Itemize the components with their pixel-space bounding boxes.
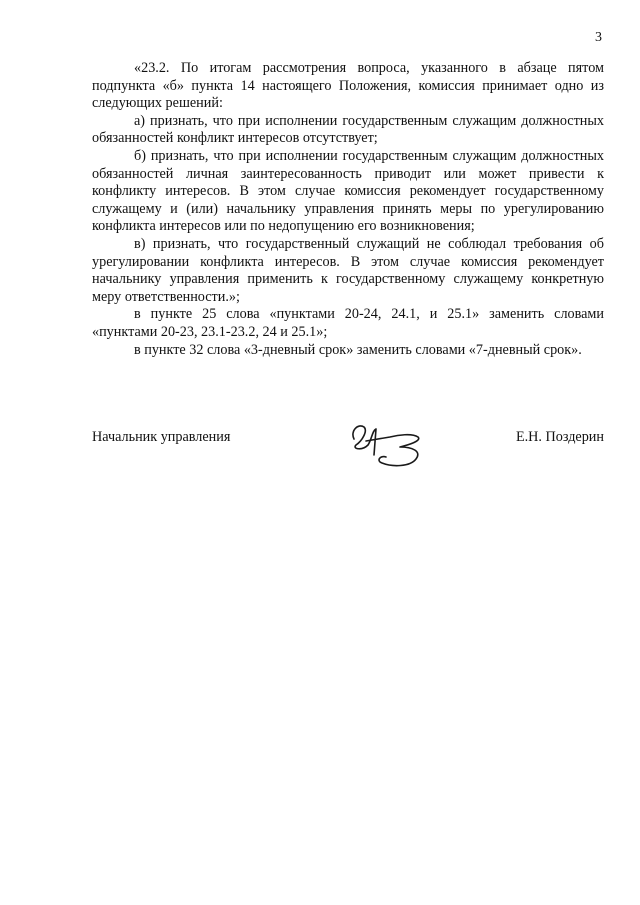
page-number: 3 (595, 30, 602, 45)
paragraph-23-2: «23.2. По итогам рассмотрения вопроса, указанного в абзаце пятом подпункта «б» пункта 14 настоящего Положения, комиссия принимает одно из следующих решений: (92, 60, 604, 112)
paragraph-item-25: в пункте 25 слова «пунктами 20-24, 24.1, и 25.1» заменить словами «пунктами 20-23, 23.1-23.2, 24 и 25.1»; (92, 306, 604, 340)
handwritten-signature (342, 415, 432, 475)
paragraph-item-32: в пункте 32 слова «3-дневный срок» заменить словами «7-дневный срок». (134, 341, 582, 358)
paragraph-b: б) признать, что при исполнении государственным служащим должностных обязанностей личная заинтересованность приводит или может привести к конфликту интересов. В этом случае комиссия рекомендует государственному служащему и (или) начальнику управления принять меры по урегулированию конфликта интересов или по недопущению его возникновения; (92, 147, 604, 235)
paragraph-v: в) признать, что государственный служащий не соблюдал требования об урегулировании конфликта интересов. В этом случае комиссия рекомендует начальнику управления применить к государственному служащему конкретную меру ответственности.»; (92, 235, 604, 305)
signatory-title: Начальник управления (92, 429, 231, 445)
signatory-name: Е.Н. Поздерин (515, 429, 604, 445)
paragraph-a: а) признать, что при исполнении государственным служащим должностных обязанностей конфликт интересов отсутствует; (92, 112, 604, 147)
document-body (92, 60, 604, 359)
signature-block (92, 415, 604, 475)
